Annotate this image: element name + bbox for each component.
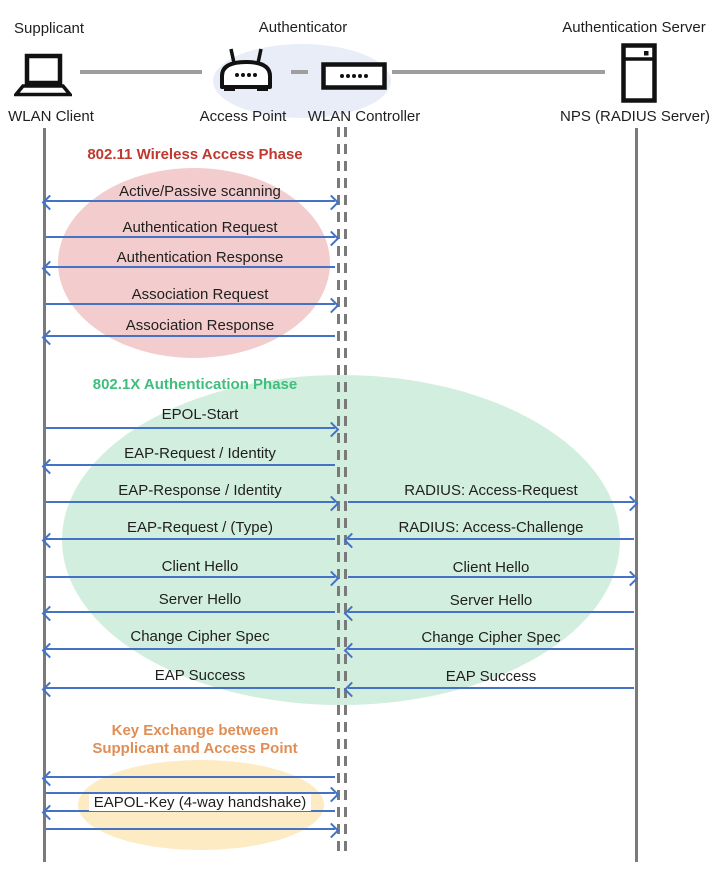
device-label-wlan-client: WLAN Client — [8, 108, 94, 125]
message-arrow-left — [348, 687, 634, 689]
message-label: Association Response — [125, 317, 275, 334]
connector-line — [80, 70, 202, 74]
wlan-controller-icon — [321, 62, 387, 90]
message-arrow-left — [46, 538, 335, 540]
message-arrow-left — [46, 611, 335, 613]
message-label-eapol-key: EAPOL-Key (4-way handshake) — [50, 794, 350, 811]
role-label-authentication-server: Authentication Server — [562, 19, 706, 36]
role-label-supplicant: Supplicant — [14, 20, 85, 37]
message-arrow-left — [46, 335, 335, 337]
message-arrow-right — [46, 427, 335, 429]
lifeline-nps-server — [635, 128, 638, 862]
message-arrow-right — [46, 303, 335, 305]
phase-title-wireless-access: 802.11 Wireless Access Phase — [87, 146, 303, 163]
message-label: Association Request — [131, 286, 269, 303]
message-label: EPOL-Start — [161, 406, 239, 423]
message-arrow-left — [46, 464, 335, 466]
phase-title-key-exchange-line1: Key Exchange between — [111, 722, 279, 739]
message-arrow-left — [46, 687, 335, 689]
message-label: EAP Success — [445, 668, 537, 685]
laptop-icon — [14, 53, 72, 99]
message-label: Client Hello — [161, 558, 239, 575]
message-label: EAP-Request / Identity — [124, 445, 276, 462]
message-label: Server Hello — [449, 592, 533, 609]
message-label: Authentication Response — [116, 249, 284, 266]
device-label-access-point: Access Point — [199, 108, 287, 125]
message-label: EAP-Response / Identity — [118, 482, 282, 499]
message-label: Active/Passive scanning — [119, 183, 281, 200]
message-arrow-both — [46, 200, 335, 202]
phase-title-key-exchange-line2: Supplicant and Access Point — [92, 740, 298, 757]
message-label: Change Cipher Spec — [421, 629, 561, 646]
message-arrow-right — [46, 576, 335, 578]
access-point-icon — [217, 47, 275, 93]
message-arrow-right — [46, 828, 335, 830]
authentication-phase-ellipse — [62, 375, 620, 705]
message-label: Client Hello — [452, 559, 530, 576]
message-arrow-left — [348, 611, 634, 613]
phase-title-authentication: 802.1X Authentication Phase — [92, 376, 298, 393]
message-label: Authentication Request — [122, 219, 278, 236]
message-label: EAP Success — [154, 667, 246, 684]
device-label-wlan-controller: WLAN Controller — [307, 108, 421, 125]
message-arrow-left — [46, 648, 335, 650]
message-label: EAP-Request / (Type) — [127, 519, 273, 536]
message-arrow-right — [46, 236, 335, 238]
message-arrow-right — [46, 501, 335, 503]
message-arrow-right — [348, 501, 634, 503]
device-label-nps-radius-server: NPS (RADIUS Server) — [559, 108, 711, 125]
message-label: RADIUS: Access-Request — [404, 482, 578, 499]
message-arrow-left — [348, 538, 634, 540]
message-arrow-right — [348, 576, 634, 578]
message-label: RADIUS: Access-Challenge — [398, 519, 584, 536]
message-label: Server Hello — [158, 591, 242, 608]
message-arrow-left — [46, 776, 335, 778]
message-arrow-left — [348, 648, 634, 650]
message-label: Change Cipher Spec — [130, 628, 270, 645]
role-label-authenticator: Authenticator — [258, 19, 348, 36]
message-arrow-left — [46, 266, 335, 268]
server-icon — [621, 43, 657, 103]
connector-line — [392, 70, 605, 74]
connector-line — [291, 70, 308, 74]
